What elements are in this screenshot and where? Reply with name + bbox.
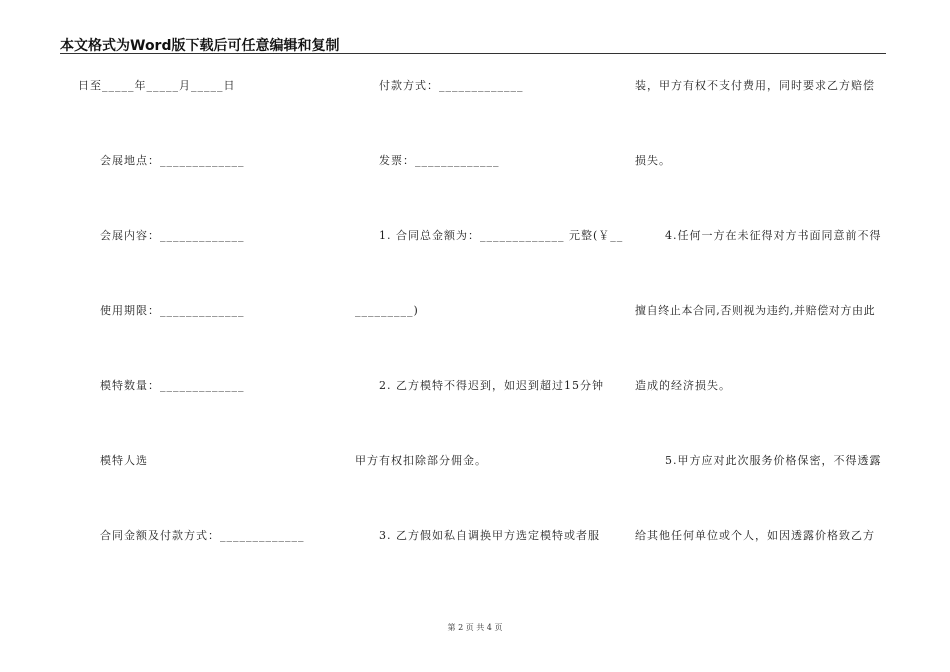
left-line-7: 合同金额及付款方式：_____________ [100,529,305,542]
right-line-4: 擅自终止本合同,否则视为违约,并赔偿对方由此 [635,304,876,317]
right-line-5: 造成的经济损失。 [635,379,731,392]
right-line-6: 5.甲方应对此次服务价格保密，不得透露 [665,454,882,467]
left-line-5: 模特数量：_____________ [100,379,245,392]
middle-line-1: 付款方式：_____________ [379,79,524,92]
middle-line-4: _________) [355,304,419,317]
page-number: 第 2 页 共 4 页 [447,623,503,632]
right-column [635,0,887,672]
left-line-2: 会展地点：_____________ [100,154,245,167]
left-line-4: 使用期限：_____________ [100,304,245,317]
middle-column [355,0,624,672]
right-line-3: 4.任何一方在未征得对方书面同意前不得 [665,229,882,242]
header-title: 本文格式为Word版下载后可任意编辑和复制 [60,38,340,54]
left-line-6: 模特人选 [100,454,148,467]
right-line-7: 给其他任何单位或个人，如因透露价格致乙方 [635,529,875,542]
left-line-3: 会展内容：_____________ [100,229,245,242]
right-line-2: 损失。 [635,154,671,167]
right-line-1: 装，甲方有权不支付费用，同时要求乙方赔偿 [635,79,875,92]
middle-line-2: 发票：_____________ [379,154,500,167]
middle-line-6: 甲方有权扣除部分佣金。 [355,454,487,467]
middle-line-5: 2. 乙方模特不得迟到，如迟到超过15分钟 [379,379,604,392]
left-line-1: 日至_____年_____月_____日 [78,79,236,92]
middle-line-3: 1. 合同总金额为：_____________ 元整(￥__ [379,229,624,242]
middle-line-7: 3. 乙方假如私自调换甲方选定模特或者服 [379,529,600,542]
left-column [60,0,340,672]
